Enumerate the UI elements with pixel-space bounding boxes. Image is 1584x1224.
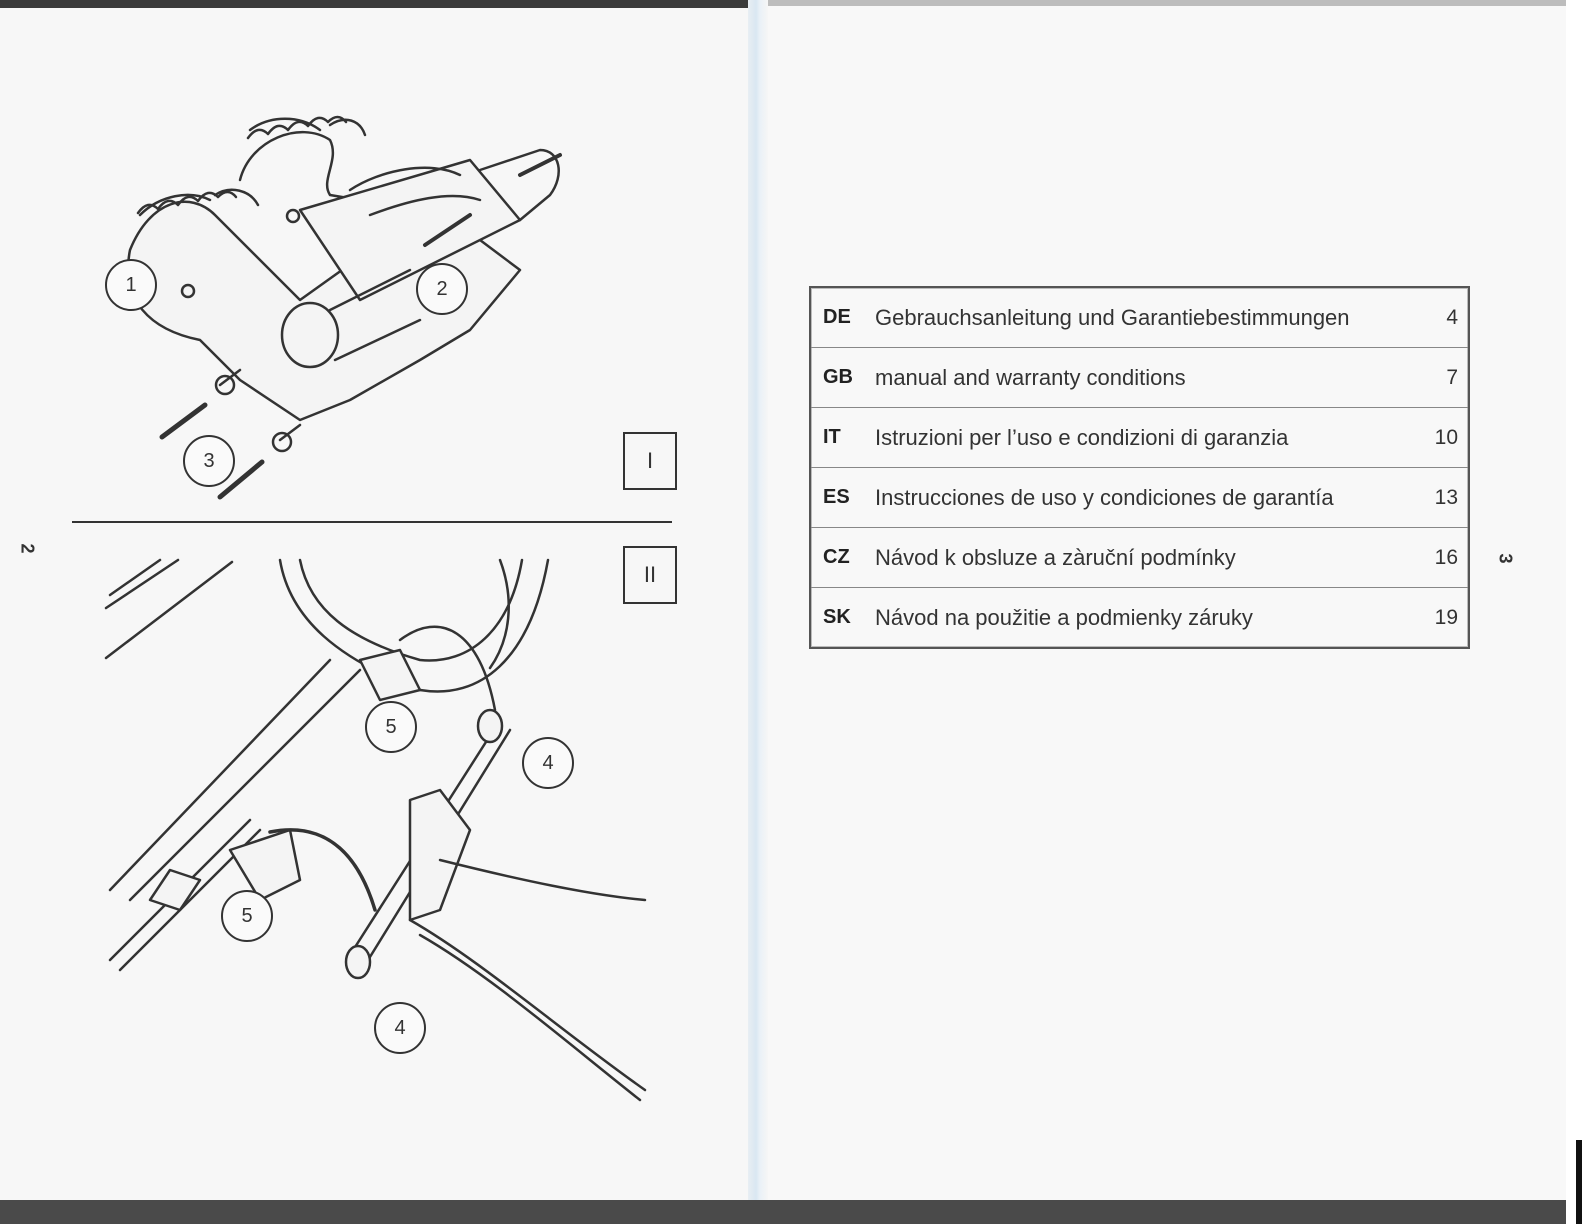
toc-code: IT bbox=[823, 426, 841, 448]
callout-4-top: 4 bbox=[522, 737, 574, 789]
toc-row-cz[interactable] bbox=[811, 527, 1468, 587]
toc-row-it[interactable] bbox=[811, 407, 1468, 467]
toc-code: SK bbox=[823, 606, 851, 628]
toc-code: DE bbox=[823, 306, 851, 328]
language-table-of-contents bbox=[809, 286, 1470, 649]
toc-title: Istruzioni per l’uso e condizioni di garanzia bbox=[875, 424, 1289, 450]
toc-row-es[interactable] bbox=[811, 467, 1468, 527]
toc-code: GB bbox=[823, 366, 853, 388]
toc-title: Návod na použitie a podmienky záruky bbox=[875, 604, 1253, 630]
toc-code: CZ bbox=[823, 546, 850, 568]
toc-page: 4 bbox=[1446, 305, 1458, 329]
toc-title: manual and warranty conditions bbox=[875, 364, 1186, 390]
toc-title: Návod k obsluze a zàruční podmínky bbox=[875, 544, 1236, 570]
figure-divider bbox=[72, 521, 672, 523]
figure-label-1: I bbox=[623, 432, 677, 490]
scan-right-edge bbox=[1566, 0, 1584, 1224]
callout-4-bottom: 4 bbox=[374, 1002, 426, 1054]
toc-page: 16 bbox=[1434, 545, 1458, 569]
scan-corner-shadow bbox=[1576, 1140, 1582, 1224]
callout-5-top: 5 bbox=[365, 701, 417, 753]
toc-row-de[interactable] bbox=[811, 288, 1468, 347]
toc-page: 10 bbox=[1434, 425, 1458, 449]
callout-5-bottom: 5 bbox=[221, 890, 273, 942]
callout-1: 1 bbox=[105, 259, 157, 311]
toc-row-sk[interactable] bbox=[811, 587, 1468, 647]
scan-bottom-edge bbox=[0, 1200, 1584, 1224]
toc-code: ES bbox=[823, 486, 850, 508]
toc-page: 7 bbox=[1446, 365, 1458, 389]
toc-title: Instrucciones de uso y condiciones de garantía bbox=[875, 484, 1334, 510]
toc-row-gb[interactable] bbox=[811, 347, 1468, 407]
page-number-right: 3 bbox=[1495, 553, 1516, 564]
callout-3: 3 bbox=[183, 435, 235, 487]
page-number-left: 2 bbox=[17, 543, 38, 554]
callout-2: 2 bbox=[416, 263, 468, 315]
toc-page: 19 bbox=[1434, 605, 1458, 629]
figure-label-2: II bbox=[623, 546, 677, 604]
toc-page: 13 bbox=[1434, 485, 1458, 509]
toc-title: Gebrauchsanleitung und Garantiebestimmungen bbox=[875, 304, 1350, 330]
